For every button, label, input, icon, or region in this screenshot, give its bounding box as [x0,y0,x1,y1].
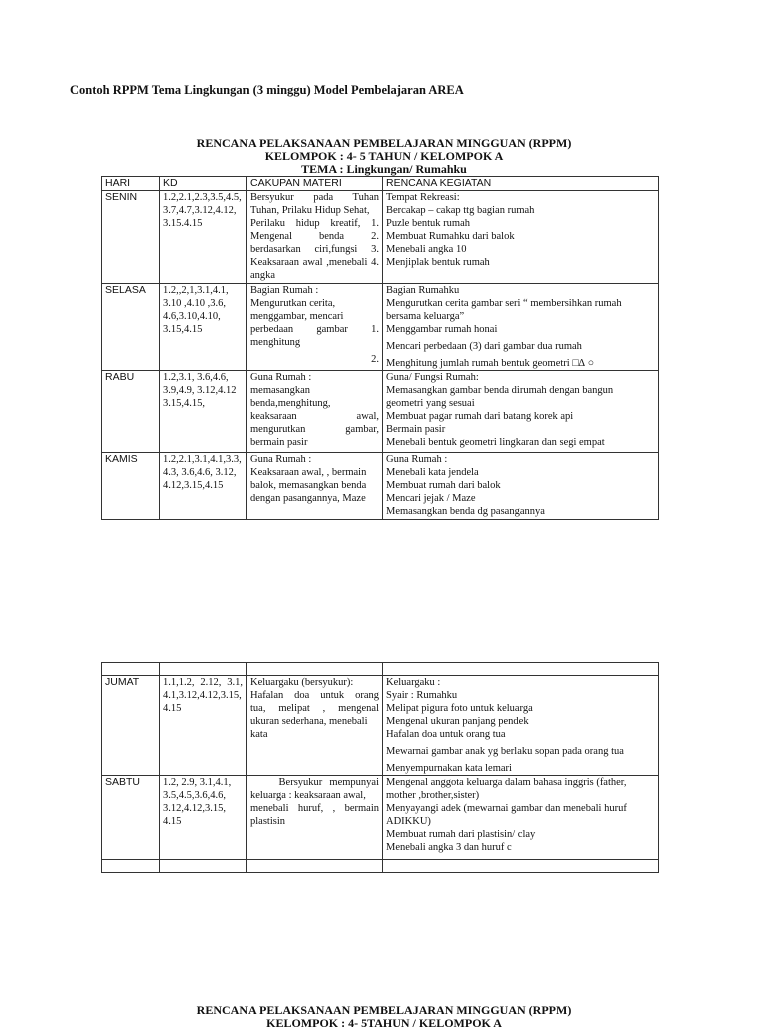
rppm-header-group: KELOMPOK : 4- 5TAHUN / KELOMPOK A [266,1016,502,1030]
column-header-rencana-kegiatan: RENCANA KEGIATAN [383,177,659,191]
table-row [102,284,659,371]
rppm-header-week2 [0,1004,768,1030]
materi-cell: Keluargaku (bersyukur): Hafalan doa untuk orang tua, melipat , mengenal ukuran sederhana, menebali kata [247,676,383,776]
empty-cell [160,860,247,873]
kegiatan-cell: Guna Rumah : Menebali kata jendela Membuat rumah dari balok Mencari jejak / Maze Memasangkan benda dg pasangannya [383,453,659,520]
kd-cell: 1.1,1.2, 2.12, 3.1, 4.1,3.12,4.12,3.15, 4.15 [160,676,247,776]
empty-cell [383,860,659,873]
kegiatan-cell: Tempat Rekreasi: Bercakap – cakap ttg bagian rumah Puzle bentuk rumah Membuat Rumahku dari balok Menebali angka 10 Menjiplak bentuk rumah [383,191,659,284]
materi-cell: Bagian Rumah : Mengurutkan cerita, menggambar, mencari perbedaan gambar 1. menghitung 2. [247,284,383,371]
rppm-header-group: KELOMPOK : 4- 5 TAHUN / KELOMPOK A [264,149,504,163]
kd-cell: 1.2,2.1,3.1,4.1,3.3, 4.3, 3.6,4.6, 3.12, 4.12,3.15,4.15 [160,453,247,520]
materi-cell: Bersyukur pada Tuhan Tuhan, Prilaku Hidup Sehat, Perilaku hidup kreatif, 1. Mengenal benda 2. berdasarkan ciri,fungsi 3. Keaksaraan awal ,menebali 4. angka [247,191,383,284]
materi-cell: Guna Rumah : memasangkan benda,menghitung, keaksaraan awal, mengurutkan gambar, bermain pasir [247,371,383,453]
day-cell: JUMAT [102,676,160,776]
materi-cell: Guna Rumah : Keaksaraan awal, , bermain balok, memasangkan benda dengan pasangannya, Maze [247,453,383,520]
empty-cell [160,663,247,676]
column-header-hari: HARI [102,177,160,191]
kegiatan-cell: Bagian Rumahku Mengurutkan cerita gambar seri “ membersihkan rumah bersama keluarga” Menggambar rumah honai Mencari perbedaan (3) dari gambar dua rumah Menghitung jumlah rumah bentuk geometri □∆ ○ [383,284,659,371]
column-header-kd: KD [160,177,247,191]
empty-cell [102,860,160,873]
empty-cell [247,663,383,676]
table-row [102,453,659,520]
kd-cell: 1.2,3.1, 3.6,4.6, 3.9,4.9, 3.12,4.12 3.15,4.15, [160,371,247,453]
table-empty-row [102,663,659,676]
materi-cell: Bersyukur mempunyai keluarga : keaksaraan awal, menebali huruf, , bermain plastisin [247,776,383,860]
kegiatan-cell: Guna/ Fungsi Rumah: Memasangkan gambar benda dirumah dengan bangun geometri yang sesuai Membuat pagar rumah dari batang korek api Bermain pasir Menebali bentuk geometri lingkaran dan segi empat [383,371,659,453]
day-cell: SABTU [102,776,160,860]
document-title: Contoh RPPM Tema Lingkungan (3 minggu) Model Pembelajaran AREA [70,83,464,97]
day-cell: SELASA [102,284,160,371]
rppm-header-title: RENCANA PELAKSANAAN PEMBELAJARAN MINGGUAN (RPPM) [196,1003,572,1017]
rppm-header-title: RENCANA PELAKSANAAN PEMBELAJARAN MINGGUAN (RPPM) [196,136,572,150]
rppm-header-week1 [0,137,768,176]
kegiatan-cell: Keluargaku : Syair : Rumahku Melipat pigura foto untuk keluarga Mengenal ukuran panjang pendek Hafalan doa untuk orang tua Mewarnai gambar anak yg berlaku sopan pada orang tua Menyempurnakan kata lemari [383,676,659,776]
rppm-table-week1-continued [101,662,659,873]
day-cell: RABU [102,371,160,453]
rppm-header-theme: TEMA : Lingkungan/ Rumahku [301,162,467,176]
empty-cell [247,860,383,873]
day-cell: KAMIS [102,453,160,520]
table-row [102,776,659,860]
empty-cell [102,663,160,676]
empty-cell [383,663,659,676]
rppm-table-week1 [101,176,659,520]
kd-cell: 1.2,,2,1,3.1,4.1, 3.10 ,4.10 ,3.6, 4.6,3.10,4.10, 3.15,4.15 [160,284,247,371]
table-row [102,371,659,453]
kegiatan-cell: Mengenal anggota keluarga dalam bahasa inggris (father, mother ,brother,sister) Menyayangi adek (mewarnai gambar dan menebali huruf ADIKKU) Membuat rumah dari plastisin/ clay Menebali angka 3 dan huruf c [383,776,659,860]
kd-cell: 1.2,2.1,2.3,3.5,4.5, 3.7,4.7,3.12,4.12, 3.15.4.15 [160,191,247,284]
day-cell: SENIN [102,191,160,284]
column-header-cakupan-materi: CAKUPAN MATERI [247,177,383,191]
table-header-row [102,177,659,191]
kd-cell: 1.2, 2.9, 3.1,4.1, 3.5,4.5,3.6,4.6, 3.12,4.12,3.15, 4.15 [160,776,247,860]
table-row [102,191,659,284]
table-empty-row [102,860,659,873]
table-row [102,676,659,776]
